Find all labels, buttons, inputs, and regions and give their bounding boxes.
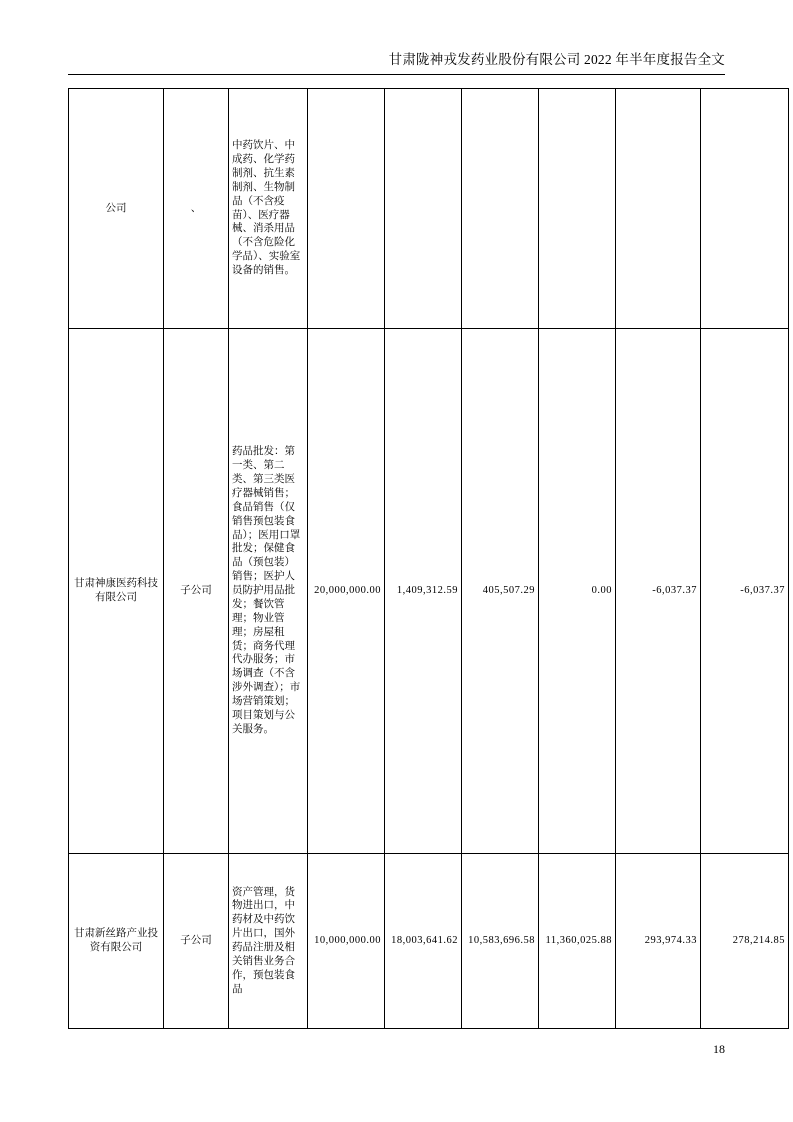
cell-total-assets: 18,003,641.62 [385,854,462,1029]
cell-revenue [539,89,616,329]
cell-revenue: 11,360,025.88 [539,854,616,1029]
cell-net-assets [462,89,539,329]
page-number: 18 [713,1042,725,1056]
cell-total-assets [385,89,462,329]
cell-company-name: 公司 [69,89,164,329]
cell-net-profit [701,89,789,329]
header-divider [68,74,725,75]
cell-revenue: 0.00 [539,329,616,854]
table-row [69,854,789,1029]
cell-business-scope: 中药饮片、中成药、化学药制剂、抗生素制剂、生物制品（不含疫苗）、医疗器械、消杀用品（不含危险化学品）、实验室设备的销售。 [229,89,308,329]
cell-net-assets: 10,583,696.58 [462,854,539,1029]
cell-operating-profit: -6,037.37 [616,329,701,854]
cell-net-profit: 278,214.85 [701,854,789,1029]
cell-total-assets: 1,409,312.59 [385,329,462,854]
cell-business-scope: 药品批发：第一类、第二类、第三类医疗器械销售；食品销售（仅销售预包装食品）；医用口罩批发；保健食品（预包装）销售；医护人员防护用品批发；餐饮管理；物业管理；房屋租赁；商务代理代办服务；市场调查（不含涉外调查）；市场营销策划；项目策划与公关服务。 [229,329,308,854]
cell-net-profit: -6,037.37 [701,329,789,854]
cell-business-scope: 资产管理，货物进出口，中药材及中药饮片出口，国外药品注册及相关销售业务合作，预包装食品 [229,854,308,1029]
cell-relation: 子公司 [164,329,229,854]
cell-operating-profit [616,89,701,329]
cell-operating-profit: 293,974.33 [616,854,701,1029]
cell-registered-capital: 20,000,000.00 [308,329,385,854]
cell-relation: 、 [164,89,229,329]
cell-company-name: 甘肃新丝路产业投资有限公司 [69,854,164,1029]
subsidiaries-table [68,88,789,1029]
table-row [69,329,789,854]
cell-net-assets: 405,507.29 [462,329,539,854]
cell-registered-capital [308,89,385,329]
cell-registered-capital: 10,000,000.00 [308,854,385,1029]
cell-company-name: 甘肃神康医药科技有限公司 [69,329,164,854]
page-header: 甘肃陇神戎发药业股份有限公司 2022 年半年度报告全文 [388,52,725,67]
table-row [69,89,789,329]
cell-relation: 子公司 [164,854,229,1029]
